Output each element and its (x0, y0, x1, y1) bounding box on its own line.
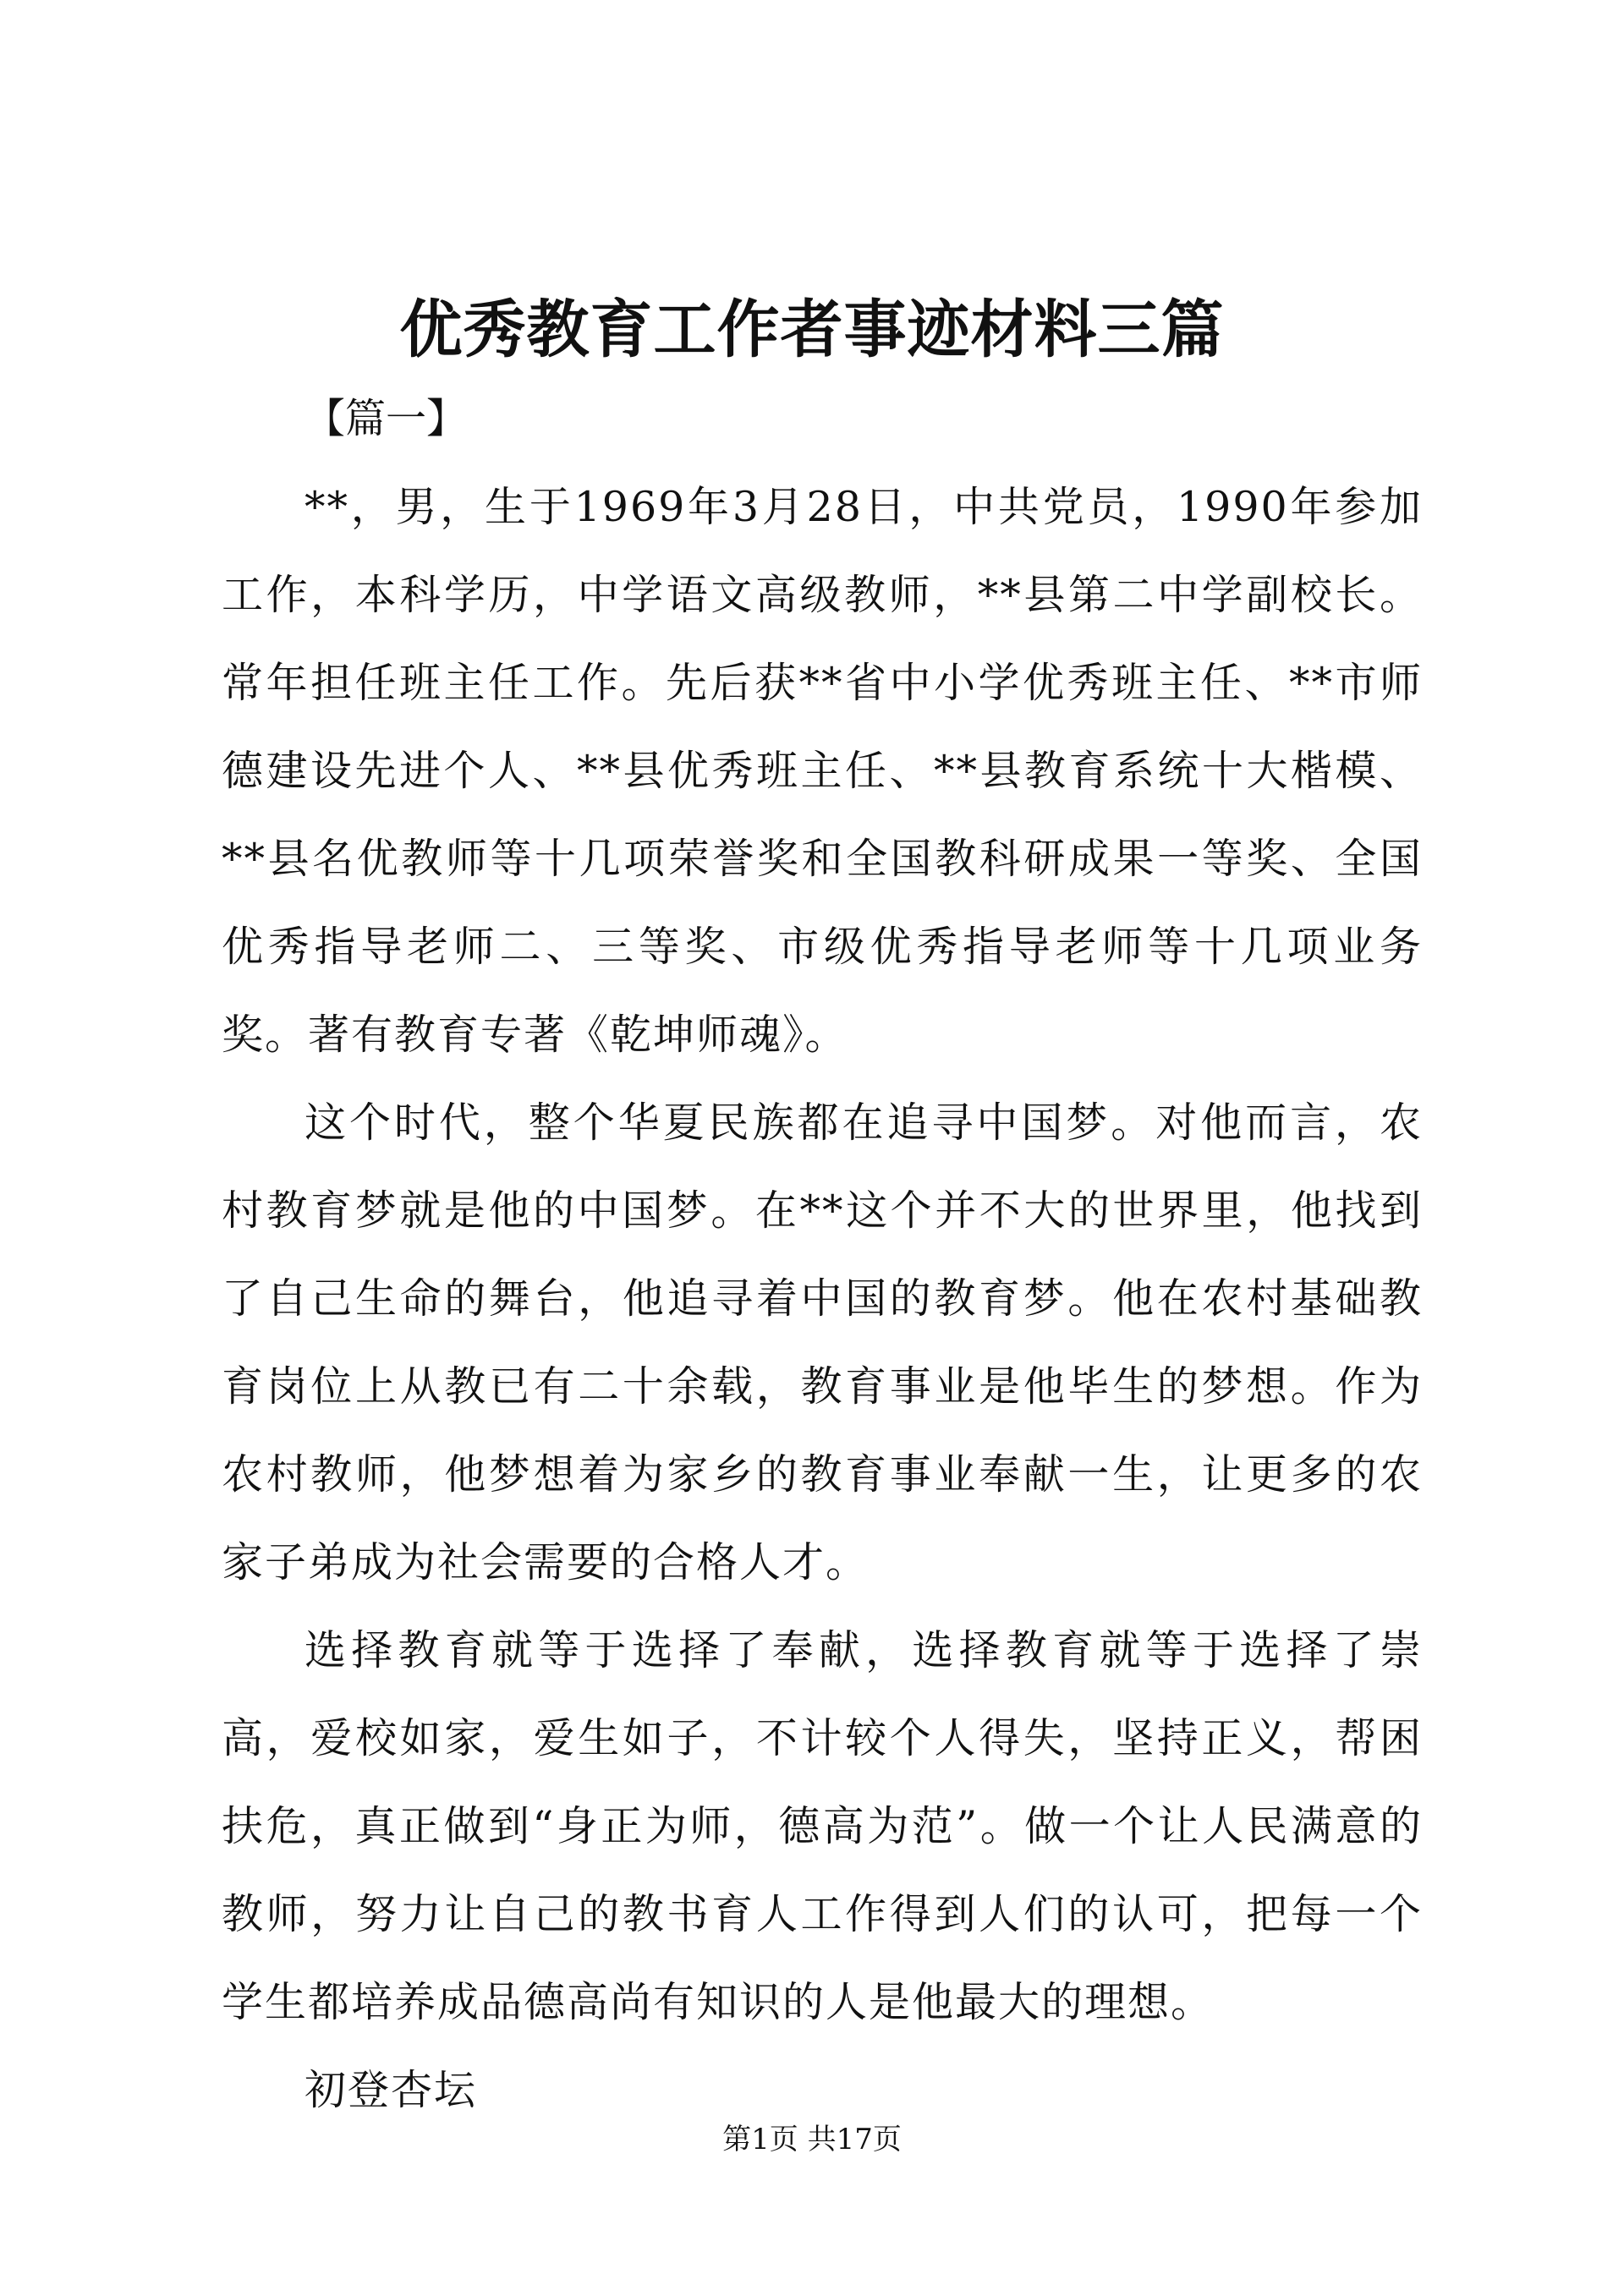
paragraph-1: **，男，生于1969年3月28日，中共党员，1990年参加工作，本科学历，中学语文高级教师，**县第二中学副校长。常年担任班主任工作。先后获**省中小学优秀班主任、**市师德建设先进个人、**县优秀班主任、**县教育系统十大楷模、**县名优教师等十几项荣誉奖和全国教科研成果一等奖、全国优秀指导老师二、三等奖、市级优秀指导老师等十几项业务奖。著有教育专著《乾坤师魂》。 (222, 483, 1423, 1059)
paragraph-4: 初登杏坛 (304, 2066, 478, 2114)
page-number: 第1页 共17页 (722, 2123, 902, 2156)
paragraph-3: 选择教育就等于选择了奉献，选择教育就等于选择了崇高，爱校如家，爱生如子，不计较个人得失，坚持正义，帮困扶危，真正做到“身正为师，德高为范”。做一个让人民满意的教师，努力让自己的教书育人工作得到人们的认可，把每一个学生都培养成品德高尚有知识的人是他最大的理想。 (222, 1626, 1423, 2026)
paragraph-2: 这个时代，整个华夏民族都在追寻中国梦。对他而言，农村教育梦就是他的中国梦。在**这个并不大的世界里，他找到了自己生命的舞台，他追寻着中国的教育梦。他在农村基础教育岗位上从教已有二十余载，教育事业是他毕生的梦想。作为农村教师，他梦想着为家乡的教育事业奉献一生，让更多的农家子弟成为社会需要的合格人才。 (222, 1099, 1423, 1586)
document-title: 优秀教育工作者事迹材料三篇 (399, 293, 1225, 366)
section-heading: 【篇一】 (304, 395, 468, 442)
document-body (222, 463, 1423, 2134)
